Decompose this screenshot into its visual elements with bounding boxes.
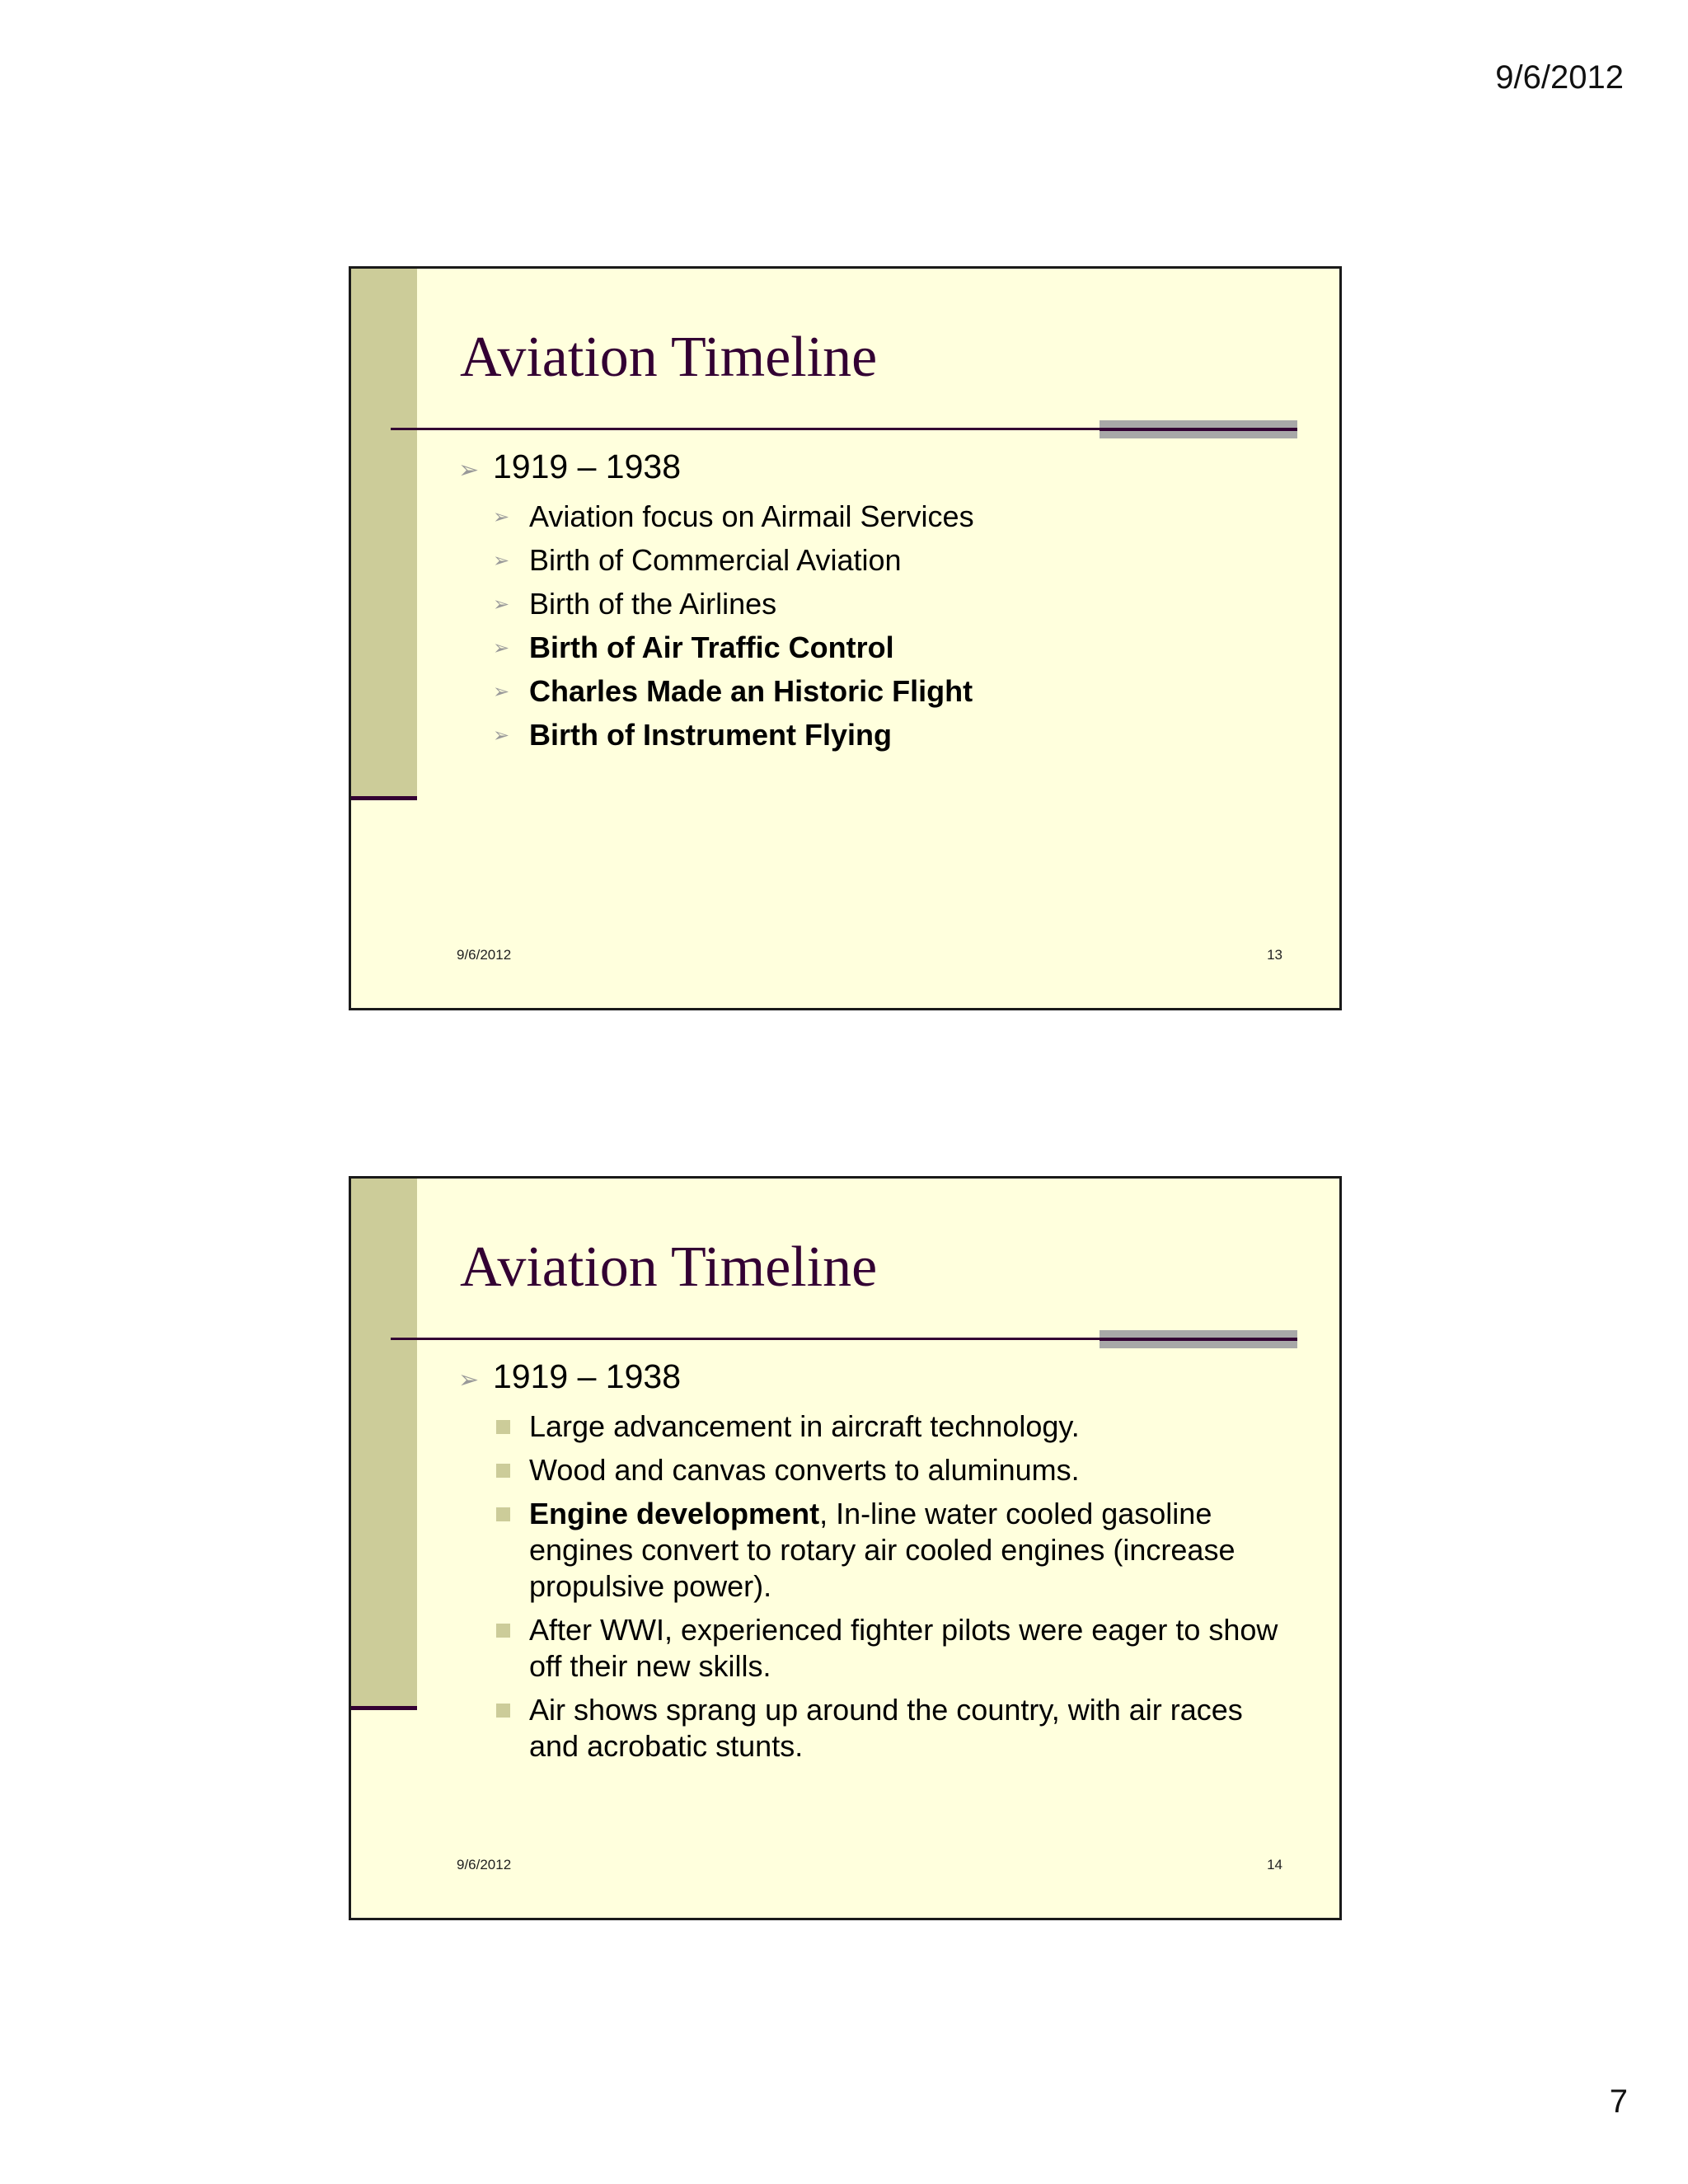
- page-number: 7: [1609, 2083, 1628, 2120]
- list-item-text: [529, 1496, 1282, 1605]
- slide-content: [458, 1356, 1282, 1765]
- list-item: [493, 1408, 1282, 1445]
- page-date: 9/6/2012: [1495, 59, 1624, 96]
- square-bullet-icon: [493, 1692, 529, 1728]
- list-item-text: Birth of Air Traffic Control: [529, 630, 894, 664]
- arrow-bullet-icon: ➢: [493, 724, 510, 747]
- list-item: [493, 499, 1282, 535]
- arrow-bullet-icon: ➢: [493, 549, 510, 572]
- list-item: [493, 673, 1282, 710]
- arrow-bullet-icon: ➢: [493, 505, 510, 528]
- list-item-text: Birth of Instrument Flying: [529, 718, 892, 752]
- list-item-bold-text: Engine development: [529, 1497, 820, 1530]
- list-item: [493, 630, 1282, 666]
- slide-14: [349, 1176, 1342, 1920]
- side-band: [351, 269, 417, 796]
- arrow-bullet-icon: ➢: [493, 593, 510, 616]
- slide-title: Aviation Timeline: [460, 326, 878, 389]
- list-item-text: Birth of Commercial Aviation: [529, 543, 902, 577]
- list-item: [493, 717, 1282, 753]
- list-item-rest-text: , In-line water cooled gasoline engines convert to rotary air cooled engines (increase propulsive power).: [529, 1497, 1236, 1603]
- list-item-text: Aviation focus on Airmail Services: [529, 499, 974, 533]
- square-bullet-icon: [493, 1612, 529, 1648]
- list-item-text: Charles Made an Historic Flight: [529, 674, 973, 708]
- arrow-bullet-icon: ➢: [493, 636, 510, 659]
- bullet-heading-text: 1919 – 1938: [493, 448, 682, 485]
- side-band-underline: [351, 796, 417, 800]
- slide-number: 14: [1267, 1857, 1282, 1872]
- side-band-underline: [351, 1706, 417, 1710]
- slide-footer-date: 9/6/2012: [457, 947, 512, 963]
- list-item: [493, 1612, 1282, 1685]
- slide-content: [458, 446, 1282, 753]
- list-item-text: Large advancement in aircraft technology.: [529, 1409, 1080, 1443]
- bullet-heading-text: 1919 – 1938: [493, 1357, 682, 1395]
- arrow-bullet-icon: ➢: [458, 1366, 480, 1394]
- list-item: [493, 1452, 1282, 1488]
- list-item-text: After WWI, experienced fighter pilots were eager to show off their new skills.: [529, 1613, 1278, 1683]
- slide-number: 13: [1267, 947, 1282, 963]
- list-item-text: Wood and canvas converts to aluminums.: [529, 1453, 1080, 1487]
- bullet-heading: [458, 1356, 1282, 1401]
- list-item: [493, 1496, 1282, 1605]
- list-item-text: Birth of the Airlines: [529, 587, 777, 621]
- slide-title: Aviation Timeline: [460, 1235, 878, 1299]
- square-bullet-icon: [493, 1408, 529, 1445]
- list-item: [493, 542, 1282, 579]
- square-bullet-icon: [493, 1452, 529, 1488]
- square-bullet-icon: [493, 1496, 529, 1532]
- list-item: [493, 586, 1282, 622]
- slide-13: [349, 266, 1342, 1010]
- slide-footer-date: 9/6/2012: [457, 1857, 512, 1872]
- arrow-bullet-icon: ➢: [493, 680, 510, 703]
- title-rule-accent-line: [1100, 428, 1297, 431]
- list-item: [493, 1692, 1282, 1765]
- title-rule-accent-line: [1100, 1338, 1297, 1341]
- arrow-bullet-icon: ➢: [458, 456, 480, 485]
- list-item-text: Air shows sprang up around the country, with air races and acrobatic stunts.: [529, 1693, 1243, 1763]
- bullet-heading: [458, 446, 1282, 491]
- side-band: [351, 1179, 417, 1706]
